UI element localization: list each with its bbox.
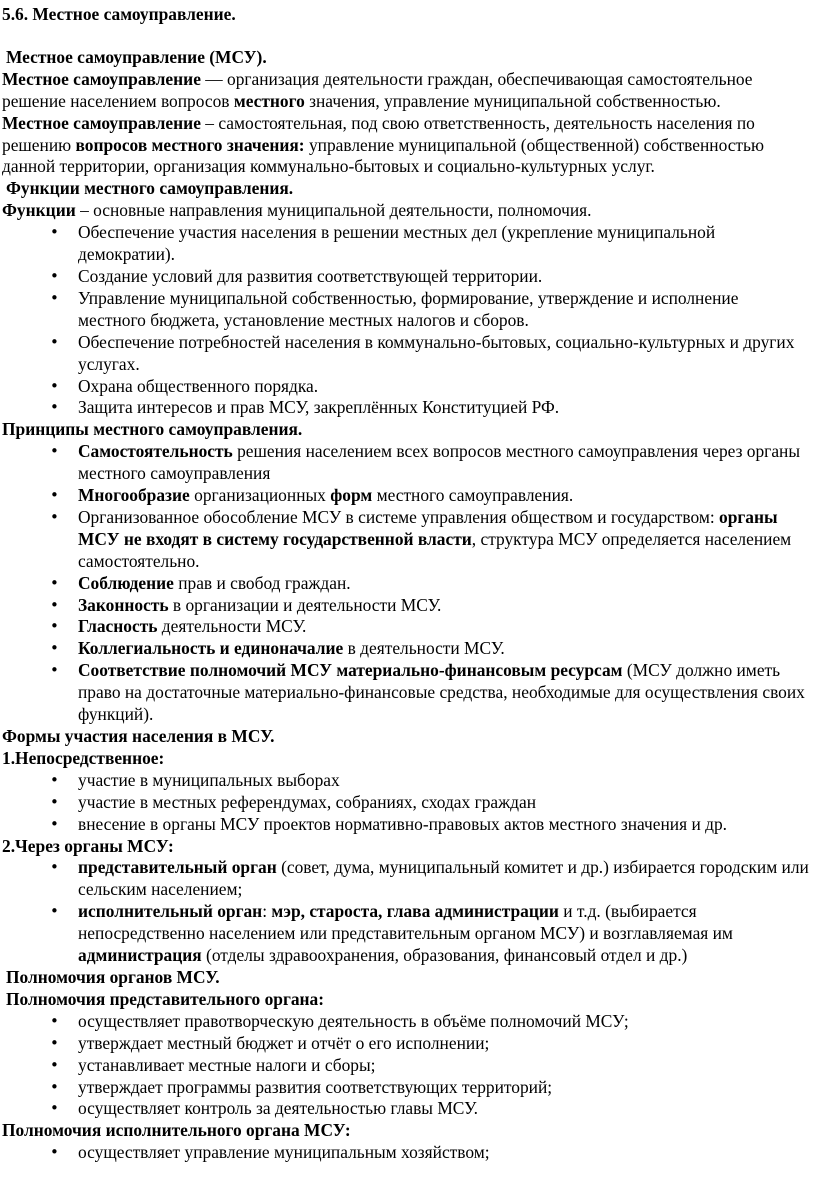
- definition-1-term: Местное самоуправление: [2, 68, 201, 89]
- list-item: • Защита интересов и прав МСУ, закреплённых Конституцией РФ.: [2, 397, 810, 419]
- functions-list: [2, 222, 810, 419]
- organs-list: [2, 857, 810, 967]
- principles-list: [2, 441, 810, 726]
- organs-participation-heading: 2.Через органы МСУ:: [2, 835, 174, 856]
- list-item: • Соблюдение прав и свобод граждан.: [2, 573, 810, 595]
- list-item: • Законность в организации и деятельности МСУ.: [2, 595, 810, 617]
- list-item: • Гласность деятельности МСУ.: [2, 616, 810, 638]
- principles-heading: Принципы местного самоуправления.: [2, 419, 303, 440]
- list-item: • Обеспечение потребностей населения в коммунально-бытовых, социально-культурных и других услугах.: [2, 332, 810, 376]
- list-item: • утверждает местный бюджет и отчёт о его исполнении;: [2, 1033, 810, 1055]
- list-item: • участие в муниципальных выборах: [2, 770, 810, 792]
- functions-definition: Функции – основные направления муниципальной деятельности, полномочия.: [2, 200, 592, 221]
- list-item: • Коллегиальность и единоначалие в деятельности МСУ.: [2, 638, 810, 660]
- list-item: • Самостоятельность решения населением всех вопросов местного самоуправления через органы местного самоуправления: [2, 441, 810, 485]
- list-item: • осуществляет контроль за деятельностью главы МСУ.: [2, 1098, 810, 1120]
- list-item: • Соответствие полномочий МСУ материально-финансовым ресурсам (МСУ должно иметь право на достаточные материально-финансовые средства, необходимые для осуществления своих функций).: [2, 660, 810, 726]
- direct-participation-list: [2, 770, 810, 836]
- document-page: [2, 0, 810, 1164]
- executive-powers-list: [2, 1142, 810, 1164]
- direct-participation-heading: 1.Непосредственное:: [2, 747, 165, 768]
- subheading-msu: Местное самоуправление (МСУ).: [6, 46, 267, 67]
- forms-heading: Формы участия населения в МСУ.: [2, 726, 275, 746]
- list-item: • участие в местных референдумах, собраниях, сходах граждан: [2, 792, 810, 814]
- executive-powers-heading: Полномочия исполнительного органа МСУ:: [2, 1120, 351, 1141]
- list-item: • осуществляет правотворческую деятельность в объёме полномочий МСУ;: [2, 1011, 810, 1033]
- list-item: • осуществляет управление муниципальным хозяйством;: [2, 1142, 810, 1164]
- list-item: • представительный орган (совет, дума, муниципальный комитет и др.) избирается городским или сельским населением;: [2, 857, 810, 901]
- list-item: • утверждает программы развития соответствующих территорий;: [2, 1077, 810, 1099]
- list-item: • устанавливает местные налоги и сборы;: [2, 1055, 810, 1077]
- powers-heading: Полномочия органов МСУ.: [6, 966, 220, 987]
- list-item: • Многообразие организационных форм местного самоуправления.: [2, 485, 810, 507]
- list-item: • Охрана общественного порядка.: [2, 376, 810, 398]
- representative-powers-list: [2, 1011, 810, 1121]
- functions-heading: Функции местного самоуправления.: [6, 178, 294, 199]
- list-item: • Создание условий для развития соответствующей территории.: [2, 266, 810, 288]
- list-item: • Организованное обособление МСУ в системе управления обществом и государством: органы МСУ не входят в систему государственной власти, структура МСУ определяется населением самостоятельно.: [2, 507, 810, 573]
- definition-2: Местное самоуправление – самостоятельная, под свою ответственность, деятельность населения по решению вопросов местного значения: управление муниципальной (общественной) собственностью данной территории, организация коммунально-бытовых и социально-культурных услуг.: [2, 112, 764, 177]
- representative-powers-heading: Полномочия представительного органа:: [6, 988, 325, 1009]
- list-item: • внесение в органы МСУ проектов нормативно-правовых актов местного значения и др.: [2, 814, 810, 836]
- section-title: 5.6. Местное самоуправление.: [2, 4, 236, 24]
- list-item: • Обеспечение участия населения в решении местных дел (укрепление муниципальной демократии).: [2, 222, 810, 266]
- list-item: • исполнительный орган: мэр, староста, глава администрации и т.д. (выбирается непосредственно населением или представительным органом МСУ) и возглавляемая им администрация (отделы здравоохранения, образования, финансовый отдел и др.): [2, 901, 810, 967]
- definition-2-term: Местное самоуправление: [2, 112, 201, 133]
- list-item: • Управление муниципальной собственностью, формирование, утверждение и исполнение местного бюджета, установление местных налогов и сборов.: [2, 288, 810, 332]
- definition-1: Местное самоуправление — организация деятельности граждан, обеспечивающая самостоятельное решение населением вопросов местного значения, управление муниципальной собственностью.: [2, 68, 753, 111]
